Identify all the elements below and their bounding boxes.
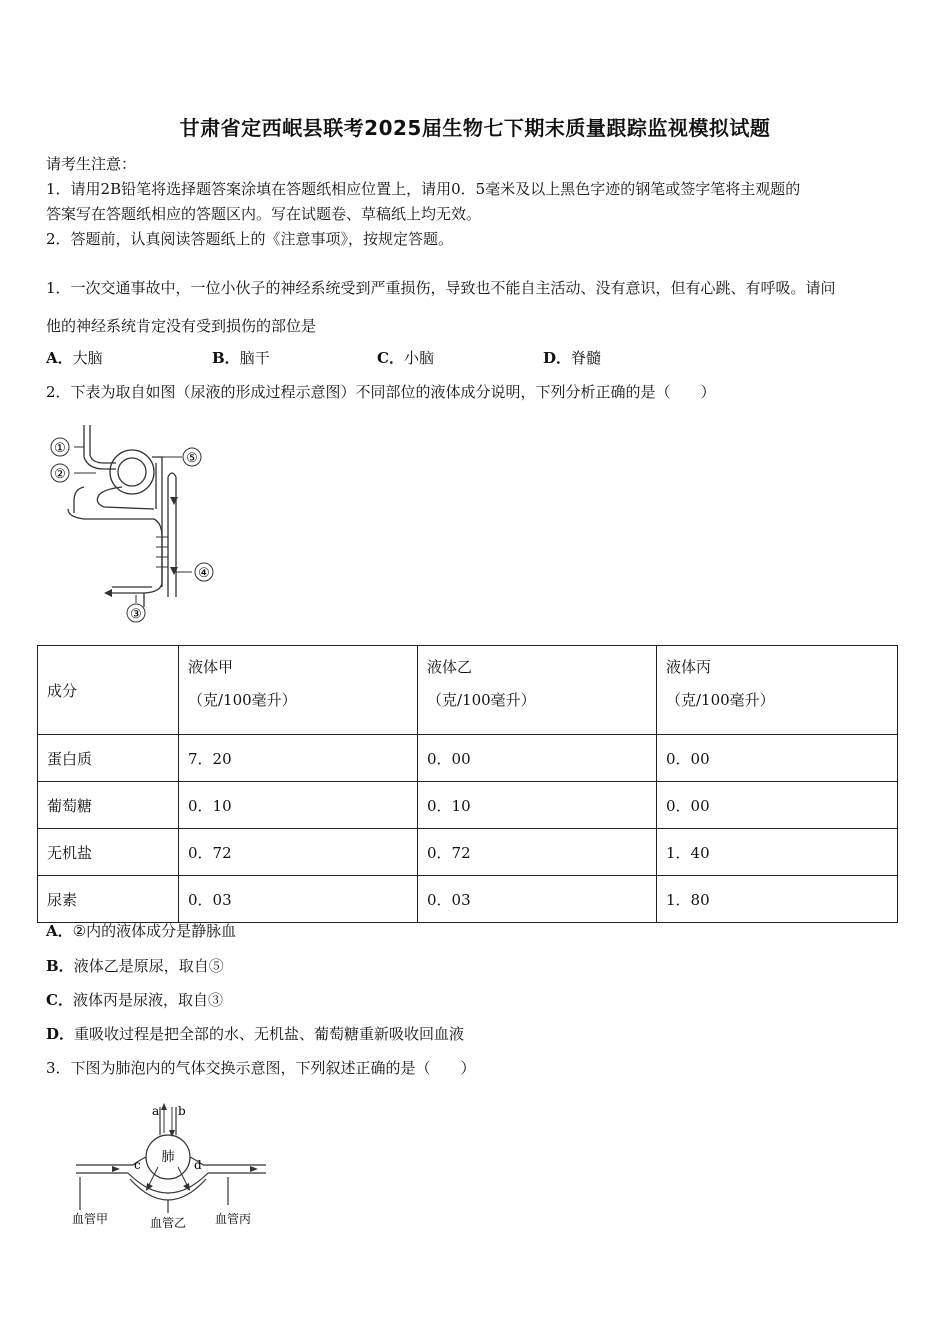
- table-cell: 0．03: [418, 876, 657, 923]
- q2-option-c: C．液体丙是尿液，取自③: [46, 991, 223, 1009]
- table-cell: 0．00: [657, 782, 898, 829]
- table-row: [38, 735, 898, 782]
- q1-option-d: D．脊髓: [543, 349, 602, 367]
- header-cell: 液体乙 （克/100毫升）: [418, 646, 657, 735]
- table-cell: 尿素: [38, 876, 179, 923]
- table-cell: 0．72: [179, 829, 418, 876]
- label-vessel-1: 血管甲: [71, 1212, 109, 1226]
- q1-stem-a: 1．一次交通事故中，一位小伙子的神经系统受到严重损伤，导致也不能自主活动、没有意识，但有心跳、有呼吸。请问: [46, 279, 836, 297]
- label-a: a: [152, 1104, 160, 1118]
- table-cell: 无机盐: [38, 829, 179, 876]
- q2-option-a: A．②内的液体成分是静脉血: [46, 922, 237, 940]
- table-cell: 葡萄糖: [38, 782, 179, 829]
- label-b: b: [178, 1104, 186, 1118]
- alveolus-diagram: [68, 1095, 278, 1235]
- header-cell: 液体丙 （克/100毫升）: [657, 646, 898, 735]
- label-vessel-2: 血管乙: [149, 1216, 187, 1230]
- table-cell: 0．03: [179, 876, 418, 923]
- q1-option-a: A．大脑: [46, 349, 103, 367]
- table-cell: 0．10: [418, 782, 657, 829]
- table-row: [38, 876, 898, 923]
- table-cell: 0．00: [657, 735, 898, 782]
- q2-option-d: D．重吸收过程是把全部的水、无机盐、葡萄糖重新吸收回血液: [46, 1025, 465, 1043]
- q2-option-b: B．液体乙是原尿，取自⑤: [46, 957, 224, 975]
- label-vessel-3: 血管丙: [214, 1212, 252, 1226]
- table-row: [38, 829, 898, 876]
- q3-stem: 3．下图为肺泡内的气体交换示意图，下列叙述正确的是（ ）: [46, 1059, 476, 1077]
- table-cell: 1．40: [657, 829, 898, 876]
- page-title: 甘肃省定西岷县联考2025届生物七下期末质量跟踪监视模拟试题: [179, 116, 771, 140]
- table-cell: 0．00: [418, 735, 657, 782]
- table-cell: 1．80: [657, 876, 898, 923]
- notice-heading: 请考生注意：: [46, 155, 137, 173]
- label-3: ③: [130, 607, 142, 622]
- label-d: d: [194, 1158, 202, 1172]
- table-cell: 0．72: [418, 829, 657, 876]
- fluid-composition-table: [37, 645, 898, 923]
- label-2: ②: [54, 467, 66, 482]
- q2-stem: 2．下表为取自如图（尿液的形成过程示意图）不同部位的液体成分说明，下列分析正确的是（ ）: [46, 383, 716, 401]
- q1-option-b: B．脑干: [212, 349, 270, 367]
- header-cell: 液体甲 （克/100毫升）: [179, 646, 418, 735]
- nephron-diagram: [44, 417, 224, 627]
- label-5: ⑤: [186, 451, 198, 466]
- table-header-row: [38, 646, 898, 735]
- label-c: c: [134, 1158, 141, 1172]
- q1-stem-b: 他的神经系统肯定没有受到损伤的部位是: [46, 317, 317, 335]
- notice-item-1a: 1．请用2B铅笔将选择题答案涂填在答题纸相应位置上，请用0．5毫米及以上黑色字迹的钢笔或签字笔将主观题的: [46, 180, 801, 198]
- header-cell: 成分: [38, 646, 179, 735]
- q1-option-c: C．小脑: [377, 349, 434, 367]
- table-cell: 蛋白质: [38, 735, 179, 782]
- table-cell: 0．10: [179, 782, 418, 829]
- label-1: ①: [54, 441, 66, 456]
- notice-item-1b: 答案写在答题纸相应的答题区内。写在试题卷、草稿纸上均无效。: [46, 205, 482, 223]
- table-cell: 7．20: [179, 735, 418, 782]
- table-row: [38, 782, 898, 829]
- label-alveolus: 肺: [161, 1150, 175, 1165]
- notice-item-2: 2．答题前，认真阅读答题纸上的《注意事项》，按规定答题。: [46, 230, 454, 248]
- label-4: ④: [198, 566, 210, 581]
